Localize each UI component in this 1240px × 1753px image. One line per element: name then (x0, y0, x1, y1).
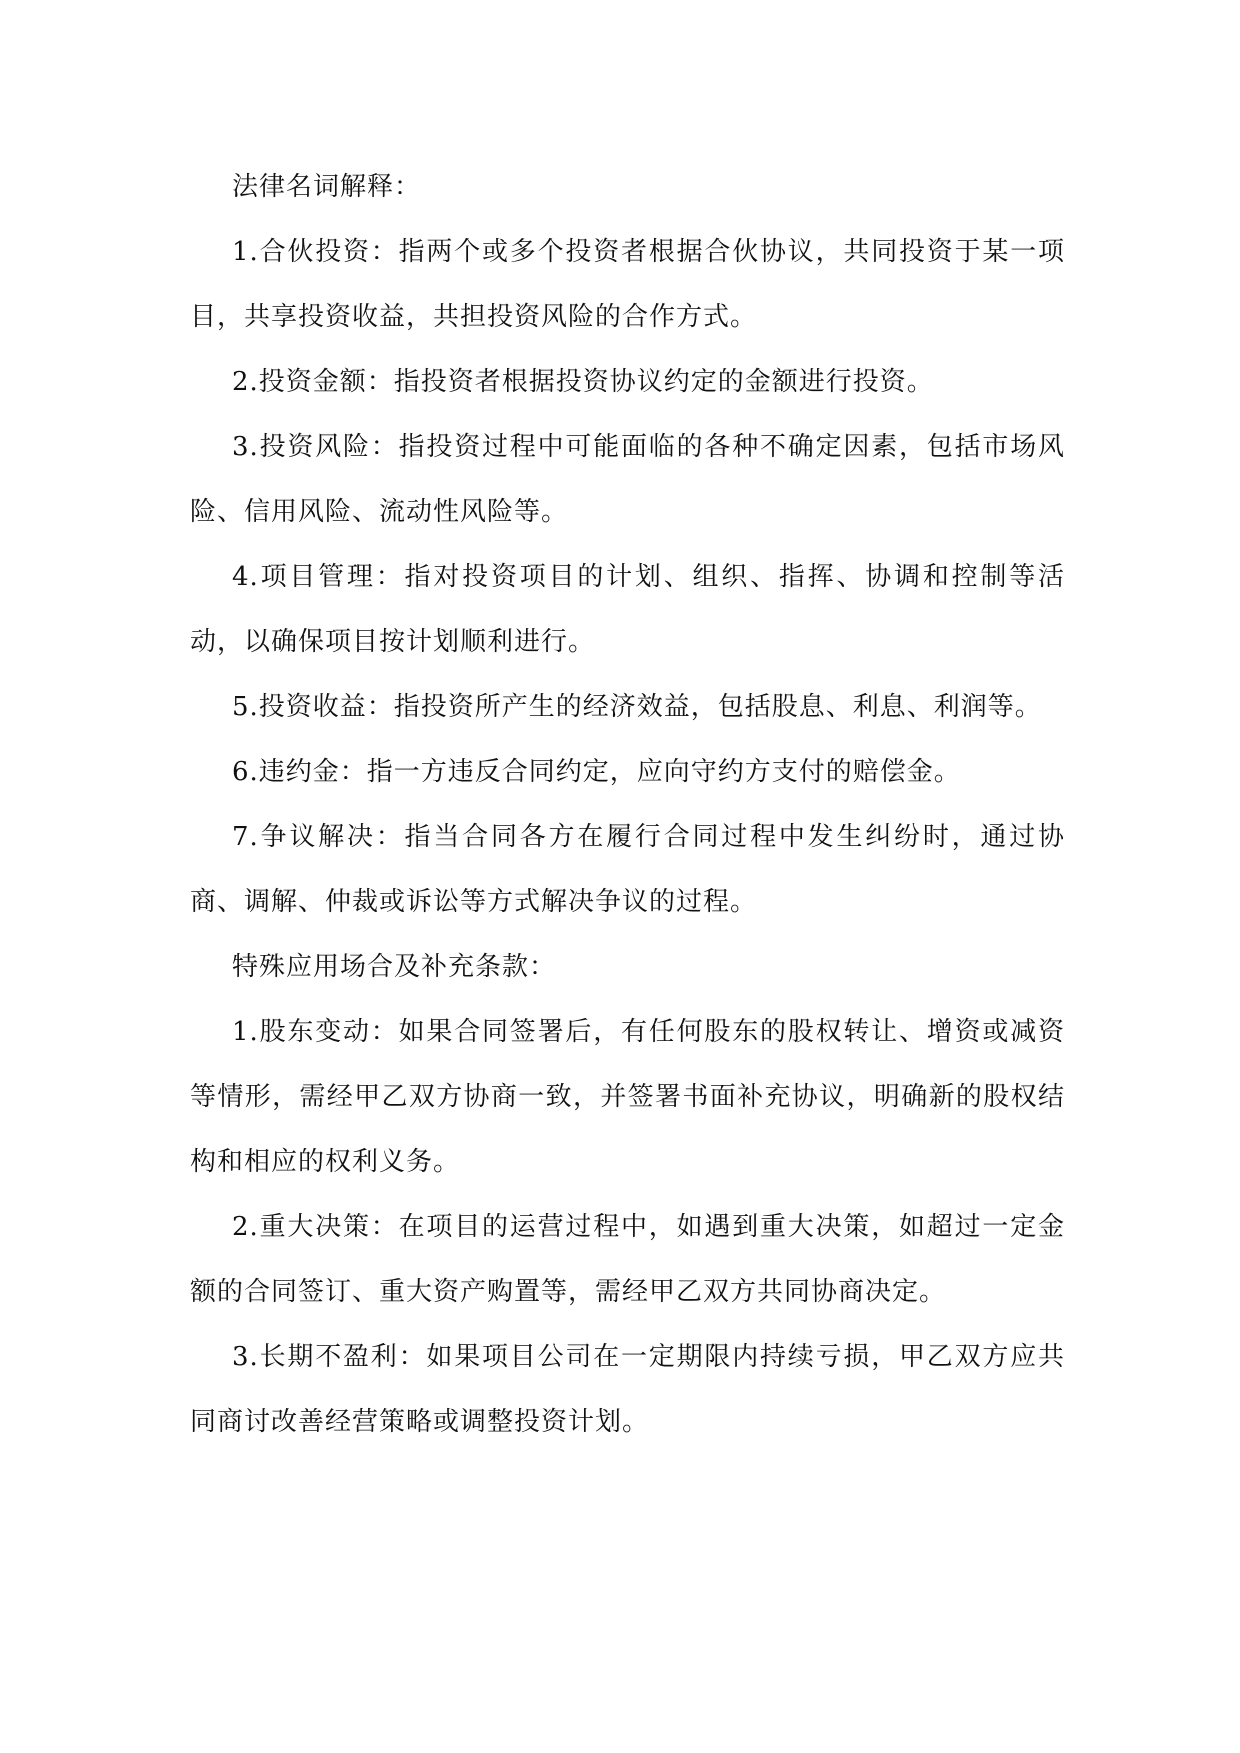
clause-shareholder-change: 1.股东变动：如果合同签署后，有任何股东的股权转让、增资或减资等情形，需经甲乙双方协商一致，并签署书面补充协议，明确新的股权结构和相应的权利义务。 (190, 1017, 1065, 1177)
section-heading-legal-terms: 法律名词解释： (232, 172, 422, 202)
term-liquidated-damages: 6.违约金：指一方违反合同约定，应向守约方支付的赔偿金。 (232, 757, 961, 787)
term-partnership-investment: 1.合伙投资：指两个或多个投资者根据合伙协议，共同投资于某一项目，共享投资收益，共担投资风险的合作方式。 (190, 237, 1065, 332)
term-dispute-resolution: 7.争议解决：指当合同各方在履行合同过程中发生纠纷时，通过协商、调解、仲裁或诉讼等方式解决争议的过程。 (190, 822, 1065, 917)
term-investment-risk: 3.投资风险：指投资过程中可能面临的各种不确定因素，包括市场风险、信用风险、流动性风险等。 (190, 432, 1065, 527)
term-investment-amount: 2.投资金额：指投资者根据投资协议约定的金额进行投资。 (232, 367, 934, 397)
document-body (190, 155, 1065, 1455)
clause-long-term-loss: 3.长期不盈利：如果项目公司在一定期限内持续亏损，甲乙双方应共同商讨改善经营策略或调整投资计划。 (190, 1342, 1065, 1437)
section-heading-special-clauses: 特殊应用场合及补充条款： (232, 952, 557, 982)
term-investment-return: 5.投资收益：指投资所产生的经济效益，包括股息、利息、利润等。 (232, 692, 1042, 722)
clause-major-decision: 2.重大决策：在项目的运营过程中，如遇到重大决策，如超过一定金额的合同签订、重大资产购置等，需经甲乙双方共同协商决定。 (190, 1212, 1065, 1307)
term-project-management: 4.项目管理：指对投资项目的计划、组织、指挥、协调和控制等活动，以确保项目按计划顺利进行。 (190, 562, 1065, 657)
